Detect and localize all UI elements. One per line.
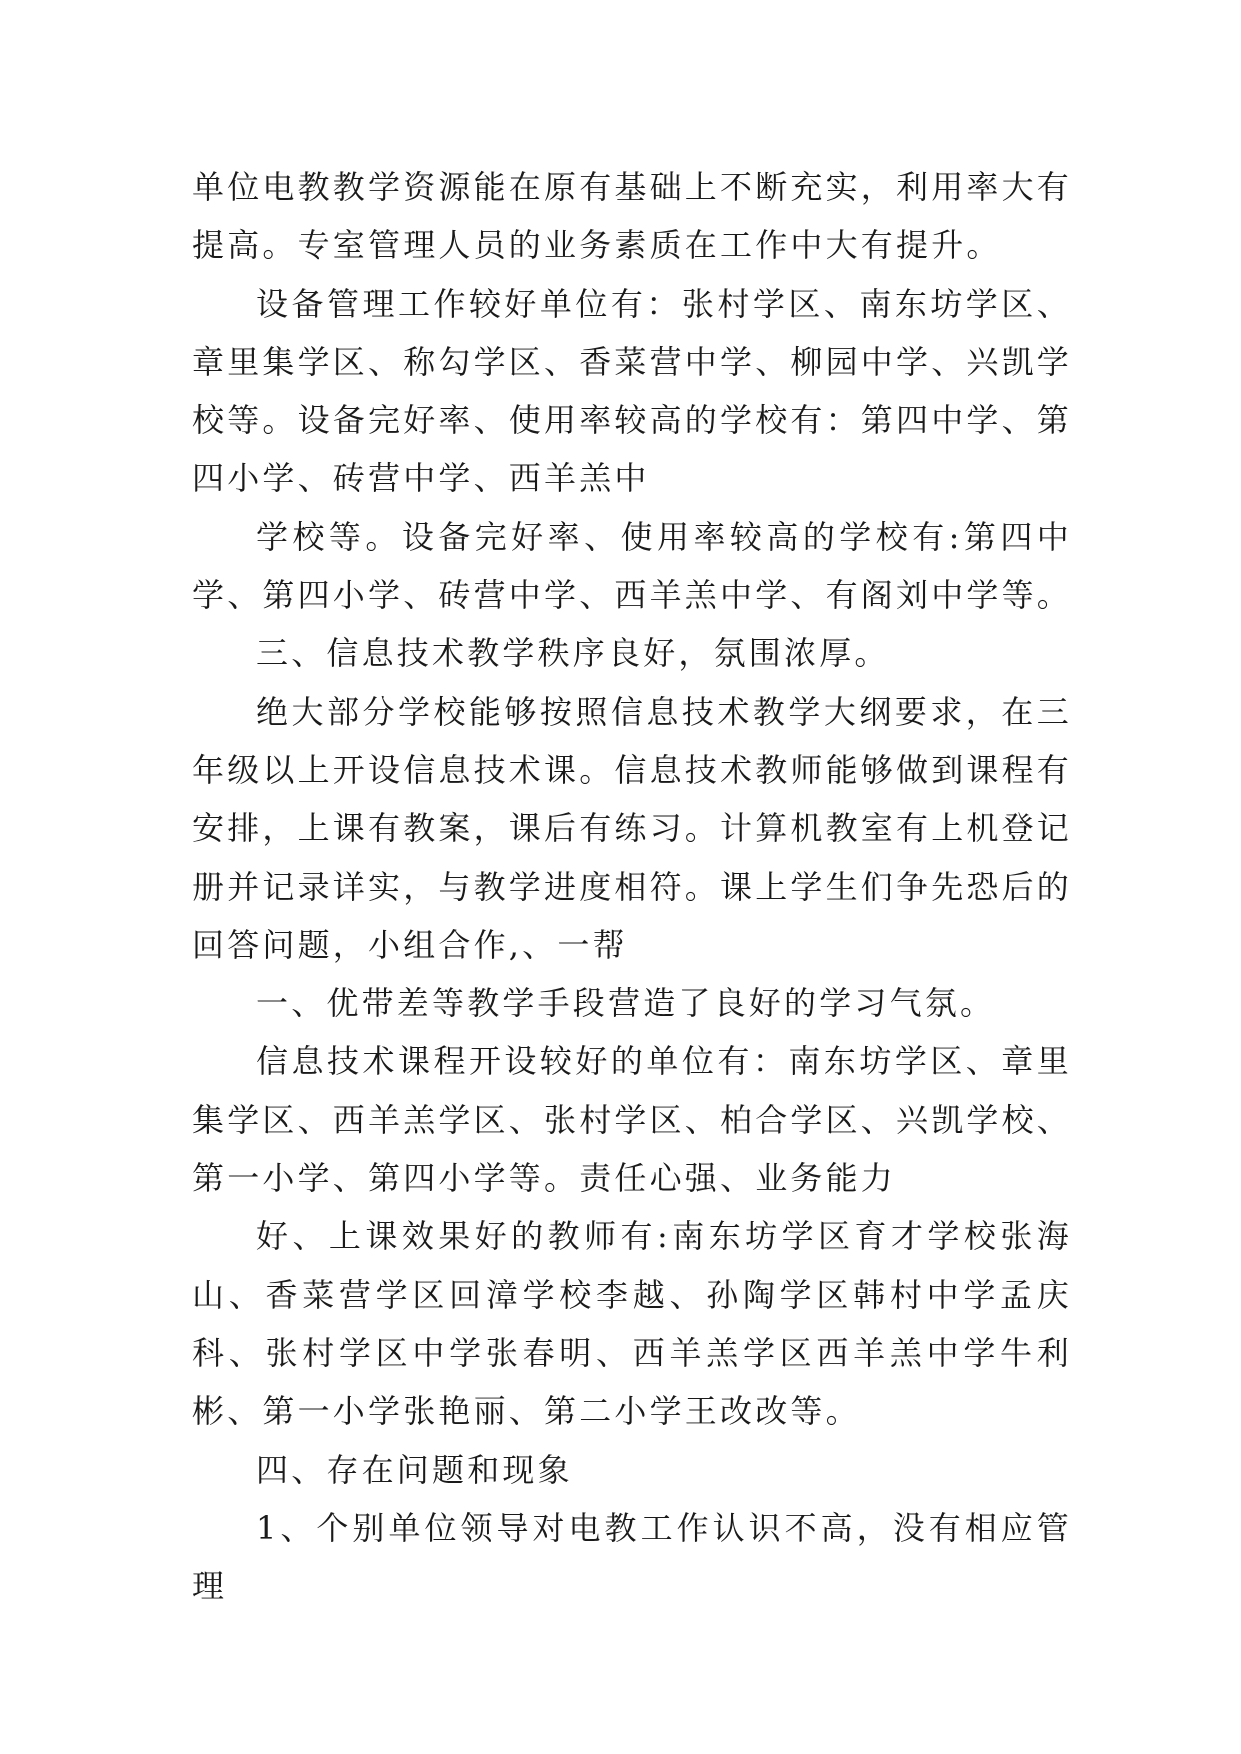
heading-section-four: 四、存在问题和现象 <box>256 1450 573 1489</box>
paragraph-teachers: 好、上课效果好的教师有:南东坊学区育才学校张海山、香菜营学区回漳学校李越、孙陶学区韩村中学孟庆科、张村学区中学张春明、西羊羔学区西羊羔中学牛利彬、第一小学张艳丽、第二小学王改改等。 <box>192 1217 1072 1431</box>
paragraph-it-teaching: 绝大部分学校能够按照信息技术教学大纲要求，在三年级以上开设信息技术课。信息技术教师能够做到课程有安排，上课有教案，课后有练习。计算机教室有上机登记册并记录详实，与教学进度相符。课上学生们争先恐后的回答问题，小组合作,、一帮 <box>192 692 1073 964</box>
paragraph-atmosphere: 一、优带差等教学手段营造了良好的学习气氛。 <box>256 984 996 1023</box>
paragraph-equipment-units: 设备管理工作较好单位有：张村学区、南东坊学区、章里集学区、称勾学区、香菜营中学、柳园中学、兴凯学校等。设备完好率、使用率较高的学校有：第四中学、第四小学、砖营中学、西羊羔中 <box>192 284 1073 498</box>
paragraph-problem-one: 1、个别单位领导对电教工作认识不高，没有相应管理 <box>192 1508 1072 1606</box>
heading-section-three: 三、信息技术教学秩序良好，氛围浓厚。 <box>256 634 890 673</box>
paragraph-equipment-schools: 学校等。设备完好率、使用率较高的学校有:第四中学、第四小学、砖营中学、西羊羔中学、有阁刘中学等。 <box>192 517 1073 615</box>
paragraph-resources: 单位电教教学资源能在原有基础上不断充实，利用率大有提高。专室管理人员的业务素质在工作中大有提升。 <box>192 168 1073 265</box>
paragraph-it-units: 信息技术课程开设较好的单位有：南东坊学区、章里集学区、西羊羔学区、张村学区、柏合学区、兴凯学校、第一小学、第四小学等。责任心强、业务能力 <box>192 1042 1073 1198</box>
body-text <box>192 158 1072 1615</box>
